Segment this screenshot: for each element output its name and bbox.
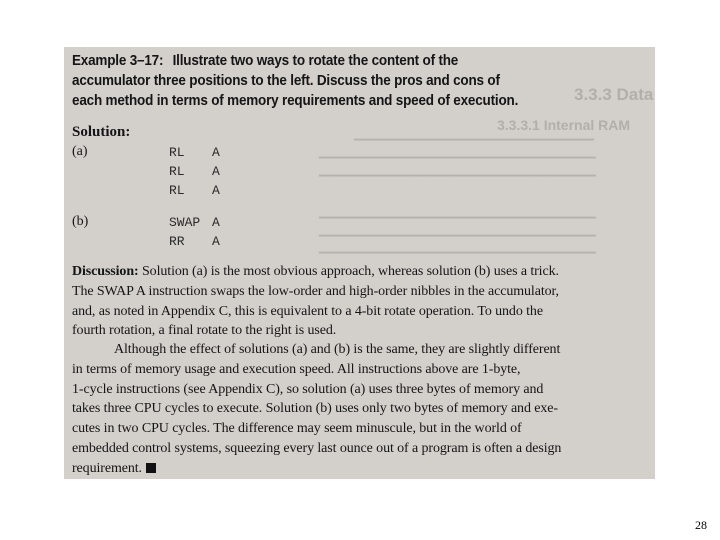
- discussion-line: and, as noted in Appendix C, this is equivalent to a 4-bit rotate operation. To undo the: [72, 303, 543, 319]
- solution-a-label: (a): [72, 144, 88, 159]
- discussion-line: cutes in two CPU cycles. The difference may seem minuscule, but in the world of: [72, 421, 522, 437]
- scanned-page: [64, 47, 655, 479]
- bleed-through-line: ▔▔▔▔▔▔▔▔▔▔▔▔▔▔▔▔▔▔▔▔▔▔▔▔▔▔▔▔▔▔: [319, 235, 596, 249]
- bleed-through-heading: 3.3.3 Data: [574, 85, 654, 104]
- code-op: RR: [169, 234, 185, 249]
- discussion-label: Discussion:: [72, 264, 139, 279]
- code-op: RL: [169, 145, 185, 160]
- solution-title: Solution:: [72, 124, 131, 140]
- discussion-line: takes three CPU cycles to execute. Solution (b) uses only two bytes of memory and exe-: [72, 401, 558, 417]
- code-op: RL: [169, 164, 185, 179]
- discussion-paragraph-1: [72, 262, 654, 341]
- bleed-through-line: ▔▔▔▔▔▔▔▔▔▔▔▔▔▔▔▔▔▔▔▔▔▔▔▔▔▔▔▔▔▔: [319, 252, 596, 266]
- discussion-line: in terms of memory usage and execution speed. All instructions above are 1-byte,: [72, 361, 521, 377]
- example-label: Example 3–17:: [72, 53, 164, 69]
- discussion-line: Although the effect of solutions (a) and (b) is the same, they are slightly different: [114, 342, 561, 357]
- discussion-line: fourth rotation, a final rotate to the right is used.: [72, 323, 337, 339]
- example-line-1: Illustrate two ways to rotate the content of the: [172, 53, 459, 69]
- code-op: RL: [169, 183, 185, 198]
- code-arg: A: [212, 215, 220, 230]
- code-arg: A: [212, 164, 220, 179]
- discussion-line: Solution (a) is the most obvious approach, whereas solution (b) uses a trick.: [142, 264, 559, 279]
- discussion-paragraph-2: [72, 340, 654, 479]
- discussion-line: requirement.: [72, 460, 142, 476]
- discussion-line: 1-cycle instructions (see Appendix C), so solution (a) uses three bytes of memory and: [72, 381, 544, 397]
- bleed-through-line: ▔▔▔▔▔▔▔▔▔▔▔▔▔▔▔▔▔▔▔▔▔▔▔▔▔▔▔▔▔▔: [319, 217, 596, 231]
- bleed-through-subheading: 3.3.3.1 Internal RAM: [497, 117, 631, 133]
- page-number: 28: [695, 518, 707, 532]
- bleed-through-line: ▔▔▔▔▔▔▔▔▔▔▔▔▔▔▔▔▔▔▔▔▔▔▔▔▔▔▔▔▔▔: [319, 157, 596, 171]
- code-arg: A: [212, 183, 220, 198]
- example-line-2: accumulator three positions to the left. Discuss the pros and cons of: [72, 73, 500, 89]
- bleed-through-line: ▔▔▔▔▔▔▔▔▔▔▔▔▔▔▔▔▔▔▔▔▔▔▔▔▔▔: [354, 139, 594, 153]
- code-arg: A: [212, 145, 220, 160]
- example-line-3: each method in terms of memory requirements and speed of execution.: [72, 93, 519, 109]
- code-op: SWAP: [169, 215, 201, 230]
- discussion-line: embedded control systems, squeezing every last ounce out of a program is often a design: [72, 440, 562, 456]
- discussion-line: The SWAP A instruction swaps the low-order and high-order nibbles in the accumulator,: [72, 283, 559, 299]
- solution-b-label: (b): [72, 214, 89, 229]
- bleed-through-line: ▔▔▔▔▔▔▔▔▔▔▔▔▔▔▔▔▔▔▔▔▔▔▔▔▔▔▔▔▔▔: [319, 175, 596, 189]
- code-arg: A: [212, 234, 220, 249]
- example-heading: [72, 51, 537, 111]
- end-of-proof-square: [146, 463, 156, 473]
